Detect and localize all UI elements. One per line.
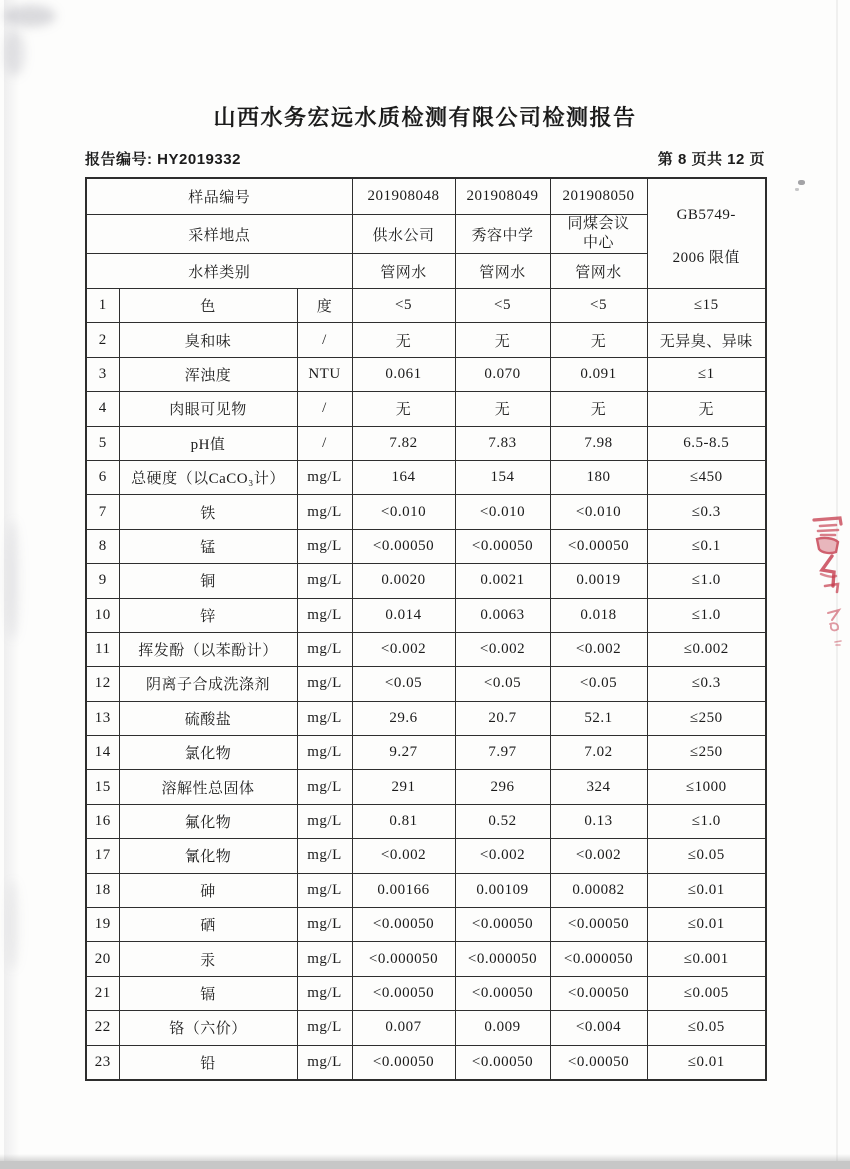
- sample2-value: <0.00050: [455, 529, 550, 563]
- unit: mg/L: [297, 1045, 352, 1080]
- report-number-value: HY2019332: [157, 151, 241, 168]
- sample3-value: 无: [550, 392, 647, 426]
- sample1-value: 164: [352, 460, 455, 494]
- parameter-name: 汞: [119, 942, 297, 976]
- unit: /: [297, 392, 352, 426]
- sample1-value: 0.0020: [352, 564, 455, 598]
- table-row: [86, 495, 766, 529]
- sample1-value: <0.05: [352, 667, 455, 701]
- scan-smudge: [5, 30, 25, 76]
- sample1-value: 29.6: [352, 701, 455, 735]
- table-row: [86, 942, 766, 976]
- parameter-name: 铬（六价）: [119, 1011, 297, 1045]
- row-number: 11: [86, 632, 119, 666]
- row-number: 19: [86, 908, 119, 942]
- sample2-value: <0.000050: [455, 942, 550, 976]
- sample3-value: <0.010: [550, 495, 647, 529]
- limit-value: ≤1.0: [647, 598, 766, 632]
- sample3-value: <0.00050: [550, 908, 647, 942]
- water-type-1: 管网水: [352, 254, 455, 289]
- parameter-name: 硒: [119, 908, 297, 942]
- sample2-value: <0.00050: [455, 976, 550, 1010]
- sample3-value: 7.02: [550, 736, 647, 770]
- parameter-name: 砷: [119, 873, 297, 907]
- sample3-value: 0.13: [550, 804, 647, 838]
- limit-value: ≤0.1: [647, 529, 766, 563]
- sample2-value: 7.97: [455, 736, 550, 770]
- limit-standard-line1: GB5749-: [676, 206, 736, 223]
- sample2-value: <0.002: [455, 632, 550, 666]
- limit-standard-header: [647, 178, 766, 289]
- location-label: 采样地点: [86, 215, 352, 254]
- table-row: [86, 357, 766, 391]
- sample1-value: 0.061: [352, 357, 455, 391]
- table-row: [86, 1045, 766, 1080]
- table-row: [86, 736, 766, 770]
- limit-value: ≤1.0: [647, 564, 766, 598]
- sample1-value: <0.00050: [352, 1045, 455, 1080]
- parameter-name: 溶解性总固体: [119, 770, 297, 804]
- results-table: [85, 177, 767, 1081]
- sample1-value: 无: [352, 392, 455, 426]
- row-number: 23: [86, 1045, 119, 1080]
- sample1-value: 9.27: [352, 736, 455, 770]
- parameter-name: 氟化物: [119, 804, 297, 838]
- row-number: 12: [86, 667, 119, 701]
- parameter-name: 总硬度（以CaCO₃计）: [119, 460, 297, 494]
- table-row: [86, 323, 766, 357]
- limit-value: ≤1.0: [647, 804, 766, 838]
- table-row: [86, 598, 766, 632]
- sample1-value: 0.81: [352, 804, 455, 838]
- unit: mg/L: [297, 976, 352, 1010]
- unit: mg/L: [297, 942, 352, 976]
- sample1-value: <0.002: [352, 839, 455, 873]
- sample3-value: <0.002: [550, 632, 647, 666]
- sample3-value: 0.00082: [550, 873, 647, 907]
- row-number: 17: [86, 839, 119, 873]
- sample2-value: <0.002: [455, 839, 550, 873]
- scan-bottom-fade: [0, 1154, 850, 1161]
- sample3-value: <0.00050: [550, 529, 647, 563]
- scan-smudge: [6, 520, 20, 640]
- parameter-name: 色: [119, 289, 297, 323]
- sample3-value: 324: [550, 770, 647, 804]
- limit-value: ≤0.005: [647, 976, 766, 1010]
- sample2-value: 0.52: [455, 804, 550, 838]
- row-number: 21: [86, 976, 119, 1010]
- table-row: [86, 632, 766, 666]
- limit-value: 6.5-8.5: [647, 426, 766, 460]
- table-row: [86, 460, 766, 494]
- scan-left-shadow: [4, 0, 20, 1169]
- row-number: 3: [86, 357, 119, 391]
- sample2-value: 0.070: [455, 357, 550, 391]
- red-seal-stamp-fragment: [808, 512, 848, 662]
- sample2-value: 296: [455, 770, 550, 804]
- row-number: 20: [86, 942, 119, 976]
- limit-value: ≤0.001: [647, 942, 766, 976]
- scan-speckle: [795, 188, 799, 191]
- limit-value: ≤0.3: [647, 667, 766, 701]
- sample2-value: <5: [455, 289, 550, 323]
- header-row-sample-no: [86, 178, 766, 215]
- sample2-value: 无: [455, 392, 550, 426]
- sample3-value: <5: [550, 289, 647, 323]
- sample3-value: 0.091: [550, 357, 647, 391]
- row-number: 7: [86, 495, 119, 529]
- sample3-value: 0.018: [550, 598, 647, 632]
- sample2-value: 20.7: [455, 701, 550, 735]
- limit-value: ≤450: [647, 460, 766, 494]
- table-row: [86, 392, 766, 426]
- sample-no-3: 201908050: [550, 178, 647, 215]
- limit-value: ≤0.05: [647, 1011, 766, 1045]
- parameter-name: 阴离子合成洗涤剂: [119, 667, 297, 701]
- limit-value: 无: [647, 392, 766, 426]
- water-type-3: 管网水: [550, 254, 647, 289]
- limit-value: ≤0.3: [647, 495, 766, 529]
- table-row: [86, 770, 766, 804]
- parameter-name: 挥发酚（以苯酚计）: [119, 632, 297, 666]
- sample2-value: 7.83: [455, 426, 550, 460]
- parameter-name: 氰化物: [119, 839, 297, 873]
- sample1-value: <0.00050: [352, 529, 455, 563]
- parameter-name: 肉眼可见物: [119, 392, 297, 426]
- report-number-label: 报告编号:: [85, 151, 153, 168]
- sample3-value: <0.00050: [550, 976, 647, 1010]
- unit: mg/L: [297, 873, 352, 907]
- table-row: [86, 873, 766, 907]
- unit: mg/L: [297, 839, 352, 873]
- table-row: [86, 667, 766, 701]
- unit: 度: [297, 289, 352, 323]
- unit: mg/L: [297, 495, 352, 529]
- unit: mg/L: [297, 564, 352, 598]
- unit: mg/L: [297, 770, 352, 804]
- page-indicator: 第 8 页共 12 页: [657, 151, 765, 168]
- table-row: [86, 1011, 766, 1045]
- sample1-value: <0.010: [352, 495, 455, 529]
- parameter-name: 硫酸盐: [119, 701, 297, 735]
- parameter-name: 臭和味: [119, 323, 297, 357]
- row-number: 2: [86, 323, 119, 357]
- row-number: 4: [86, 392, 119, 426]
- page-title: 山西水务宏远水质检测有限公司检测报告: [213, 105, 637, 130]
- unit: mg/L: [297, 908, 352, 942]
- parameter-name: 锌: [119, 598, 297, 632]
- sample3-value: 180: [550, 460, 647, 494]
- location-2: 秀容中学: [455, 215, 550, 254]
- sample1-value: <0.002: [352, 632, 455, 666]
- row-number: 15: [86, 770, 119, 804]
- sample3-value: <0.05: [550, 667, 647, 701]
- limit-value: ≤15: [647, 289, 766, 323]
- sample2-value: <0.00050: [455, 1045, 550, 1080]
- sample1-value: 0.00166: [352, 873, 455, 907]
- sample3-value: <0.002: [550, 839, 647, 873]
- sample-no-1: 201908048: [352, 178, 455, 215]
- unit: mg/L: [297, 701, 352, 735]
- table-row: [86, 289, 766, 323]
- report-number: [85, 148, 241, 169]
- limit-value: ≤0.01: [647, 873, 766, 907]
- water-type-label: 水样类别: [86, 254, 352, 289]
- sample3-value: 7.98: [550, 426, 647, 460]
- row-number: 6: [86, 460, 119, 494]
- sample1-value: <5: [352, 289, 455, 323]
- limit-value: ≤1: [647, 357, 766, 391]
- unit: mg/L: [297, 632, 352, 666]
- sample1-value: <0.00050: [352, 976, 455, 1010]
- limit-value: ≤250: [647, 701, 766, 735]
- location-1: 供水公司: [352, 215, 455, 254]
- sample2-value: 154: [455, 460, 550, 494]
- limit-value: ≤0.01: [647, 908, 766, 942]
- table-row: [86, 426, 766, 460]
- sample2-value: <0.010: [455, 495, 550, 529]
- row-number: 5: [86, 426, 119, 460]
- table-row: [86, 908, 766, 942]
- row-number: 10: [86, 598, 119, 632]
- sample3-value: <0.004: [550, 1011, 647, 1045]
- sample3-value: <0.000050: [550, 942, 647, 976]
- sample3-value: 0.0019: [550, 564, 647, 598]
- scan-smudge: [4, 5, 56, 27]
- row-number: 9: [86, 564, 119, 598]
- sample2-value: 0.009: [455, 1011, 550, 1045]
- limit-value: ≤250: [647, 736, 766, 770]
- sample2-value: <0.00050: [455, 908, 550, 942]
- row-number: 14: [86, 736, 119, 770]
- location-3: 同煤会议中心: [550, 215, 647, 254]
- sample3-value: 无: [550, 323, 647, 357]
- scan-bottom-band: [0, 1161, 850, 1169]
- limit-standard-line2: 2006 限值: [672, 249, 740, 266]
- unit: NTU: [297, 357, 352, 391]
- row-number: 16: [86, 804, 119, 838]
- water-type-2: 管网水: [455, 254, 550, 289]
- unit: mg/L: [297, 529, 352, 563]
- table-row: [86, 839, 766, 873]
- row-number: 8: [86, 529, 119, 563]
- limit-value: 无异臭、异味: [647, 323, 766, 357]
- sample3-value: <0.00050: [550, 1045, 647, 1080]
- scan-speckle: [798, 180, 805, 185]
- sample2-value: 0.0063: [455, 598, 550, 632]
- unit: /: [297, 323, 352, 357]
- sample1-value: <0.00050: [352, 908, 455, 942]
- sample1-value: 0.014: [352, 598, 455, 632]
- sample3-value: 52.1: [550, 701, 647, 735]
- table-row: [86, 976, 766, 1010]
- sample2-value: <0.05: [455, 667, 550, 701]
- limit-value: ≤0.01: [647, 1045, 766, 1080]
- sample-no-2: 201908049: [455, 178, 550, 215]
- limit-value: ≤0.002: [647, 632, 766, 666]
- parameter-name: 铅: [119, 1045, 297, 1080]
- parameter-name: 铜: [119, 564, 297, 598]
- unit: mg/L: [297, 667, 352, 701]
- sample1-value: 291: [352, 770, 455, 804]
- limit-value: ≤0.05: [647, 839, 766, 873]
- scan-smudge: [6, 880, 20, 970]
- parameter-name: 浑浊度: [119, 357, 297, 391]
- sample2-value: 0.0021: [455, 564, 550, 598]
- parameter-name: 锰: [119, 529, 297, 563]
- sample2-value: 无: [455, 323, 550, 357]
- sample1-value: 0.007: [352, 1011, 455, 1045]
- unit: mg/L: [297, 1011, 352, 1045]
- parameter-name: 铁: [119, 495, 297, 529]
- scan-page-edge-line: [836, 0, 838, 1169]
- sample1-value: 7.82: [352, 426, 455, 460]
- unit: mg/L: [297, 598, 352, 632]
- sample1-value: 无: [352, 323, 455, 357]
- unit: mg/L: [297, 460, 352, 494]
- unit: mg/L: [297, 736, 352, 770]
- parameter-name: 镉: [119, 976, 297, 1010]
- unit: /: [297, 426, 352, 460]
- row-number: 22: [86, 1011, 119, 1045]
- table-row: [86, 529, 766, 563]
- sample2-value: 0.00109: [455, 873, 550, 907]
- table-row: [86, 804, 766, 838]
- table-row: [86, 701, 766, 735]
- sample-no-label: 样品编号: [86, 178, 352, 215]
- table-row: [86, 564, 766, 598]
- parameter-name: pH值: [119, 426, 297, 460]
- row-number: 1: [86, 289, 119, 323]
- row-number: 18: [86, 873, 119, 907]
- row-number: 13: [86, 701, 119, 735]
- sample1-value: <0.000050: [352, 942, 455, 976]
- unit: mg/L: [297, 804, 352, 838]
- limit-value: ≤1000: [647, 770, 766, 804]
- parameter-name: 氯化物: [119, 736, 297, 770]
